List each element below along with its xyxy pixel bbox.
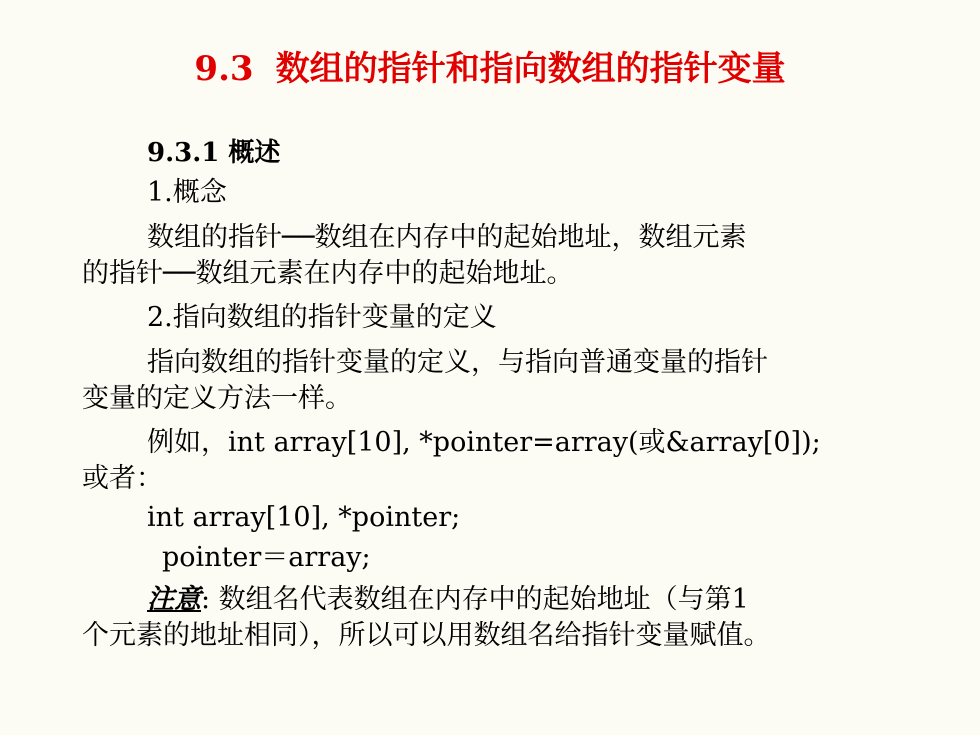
- code-line: int array[10], *pointer;: [147, 502, 461, 533]
- paragraph-line: 指向数组的指针变量的定义，与指向普通变量的指针: [147, 347, 768, 378]
- definition-heading: 2.指向数组的指针变量的定义: [147, 302, 497, 333]
- code-line: pointer＝array;: [162, 542, 371, 573]
- section-heading: 9.3.1 概述: [147, 138, 281, 168]
- note-label: 注意: [147, 584, 201, 615]
- note-line: [147, 582, 749, 618]
- code-example-line: 例如，int array[10], *pointer=array(或&array[0]);: [147, 427, 821, 458]
- paragraph-line: 的指针──数组元素在内存中的起始地址。: [82, 258, 574, 289]
- paragraph-line: 变量的定义方法一样。: [82, 383, 352, 414]
- note-text: : 数组名代表数组在内存中的起始地址（与第1: [201, 584, 749, 615]
- paragraph-line: 或者：: [82, 463, 163, 494]
- concept-heading: 1.概念: [147, 177, 227, 208]
- slide-title: [0, 44, 980, 94]
- title-number: 9.3: [194, 49, 254, 89]
- title-text: 数组的指针和指向数组的指针变量: [275, 49, 786, 89]
- paragraph-line: 数组的指针──数组在内存中的起始地址，数组元素: [147, 222, 747, 253]
- paragraph-line: 个元素的地址相同），所以可以用数组名给指针变量赋值。: [82, 620, 771, 651]
